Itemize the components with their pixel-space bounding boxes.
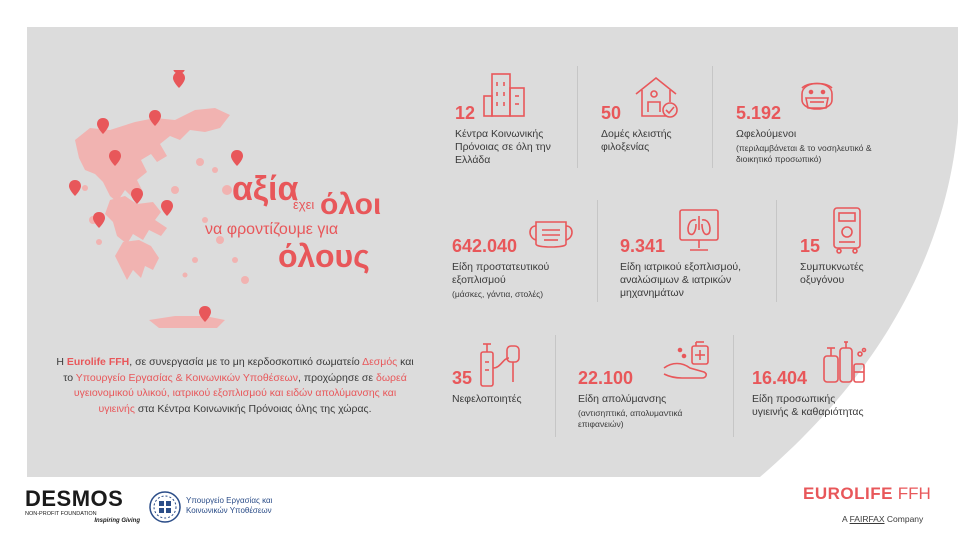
slogan-word-axia: αξία <box>232 170 299 208</box>
stat-number: 15 <box>800 236 821 256</box>
stat-centers <box>455 103 570 167</box>
slogan-word-exei: έχει <box>293 197 315 212</box>
eurolife-logo <box>803 484 931 504</box>
stat-facilities <box>601 103 701 154</box>
eurolife-wordmark: EUROLIFE <box>803 484 893 503</box>
stat-beneficiaries <box>736 103 896 165</box>
divider <box>712 66 713 168</box>
desmos-wordmark: DESMOS <box>25 486 124 511</box>
divider <box>776 200 777 302</box>
stat-nebulizers <box>452 368 552 406</box>
fairfax-pre: A <box>842 514 850 524</box>
stat-note: (αντισηπτικά, απολυμαντικά επιφανειών) <box>578 408 683 429</box>
eurolife-ffh: FFH <box>897 484 931 503</box>
stat-number: 50 <box>601 103 622 123</box>
slogan-word-oloi: όλοι <box>320 188 382 221</box>
stat-protective <box>452 236 582 300</box>
divider <box>577 66 578 168</box>
fairfax-name: FAIRFAX <box>849 514 885 524</box>
stat-label: Είδη ιατρικού εξοπλισμού, αναλώσιμων & ιατρικών μηχανημάτων <box>620 261 742 299</box>
fairfax-tagline <box>842 514 923 524</box>
desmos-tagline: Inspiring Giving <box>94 518 140 524</box>
stat-label: Είδη προστατευτικού εξοπλισμού <box>452 261 550 286</box>
stat-label: Νεφελοποιητές <box>452 393 522 405</box>
stat-medical <box>620 236 770 300</box>
intro-eurolife: Eurolife FFH <box>66 356 130 368</box>
ministry-emblem-icon <box>148 488 182 526</box>
stat-number: 642.040 <box>452 236 518 256</box>
desmos-logo <box>25 487 140 525</box>
stat-oxygen <box>800 236 900 287</box>
stat-disinfection <box>578 368 718 430</box>
desmos-subtitle: NON-PROFIT FOUNDATION <box>25 511 97 517</box>
stat-number: 12 <box>455 103 476 123</box>
intro-donation: δωρεά υγειονομικού υλικού, ιατρικού εξοπλισμού και ειδών απολύμανσης και υγιεινής <box>73 371 407 415</box>
divider <box>597 200 598 302</box>
stat-note: (μάσκες, γάντια, στολές) <box>452 289 544 299</box>
stat-label: Κέντρα Κοινωνικής Πρόνοιας σε όλη την Ελλάδα <box>455 128 551 166</box>
divider <box>555 335 556 437</box>
stat-number: 9.341 <box>620 236 666 256</box>
stat-label: Συμπυκνωτές οξυγόνου <box>800 261 864 286</box>
intro-text: και το <box>63 356 414 384</box>
slogan-line-care: να φροντίζουμε για <box>205 221 339 238</box>
stat-label: Ωφελούμενοι <box>736 128 797 140</box>
ministry-name-line2: Κοινωνικών Υποθέσεων <box>186 506 272 515</box>
stat-label: Δομές κλειστής φιλοξενίας <box>601 128 672 153</box>
slogan-word-olous: όλους <box>278 238 370 274</box>
stat-number: 16.404 <box>752 368 808 388</box>
fairfax-post: Company <box>884 514 924 524</box>
stat-number: 22.100 <box>578 368 634 388</box>
stat-hygiene <box>752 368 872 419</box>
intro-ministry: Υπουργείο Εργασίας & Κοινωνικών Υποθέσεων <box>75 371 298 384</box>
intro-desmos: Δεσμός <box>362 356 398 368</box>
intro-text: Η <box>56 356 67 368</box>
ministry-name-line1: Υπουργείο Εργασίας και <box>186 496 273 505</box>
intro-text: στα Κέντρα Κοινωνικής Πρόνοιας όλης της χώρας. <box>134 402 372 415</box>
intro-text: , σε συνεργασία με το μη κερδοσκοπικό σωματείο <box>129 356 363 368</box>
stat-note: (περιλαμβάνεται & το νοσηλευτικό & διοικητικό προσωπικό) <box>736 143 872 164</box>
intro-text: , προχώρησε σε <box>297 371 376 384</box>
stat-number: 35 <box>452 368 473 388</box>
stat-label: Είδη προσωπικής υγιεινής & καθαριότητας <box>752 393 864 418</box>
divider <box>733 335 734 437</box>
intro-paragraph <box>55 355 415 417</box>
stat-number: 5.192 <box>736 103 782 123</box>
stat-label: Είδη απολύμανσης <box>578 393 667 405</box>
